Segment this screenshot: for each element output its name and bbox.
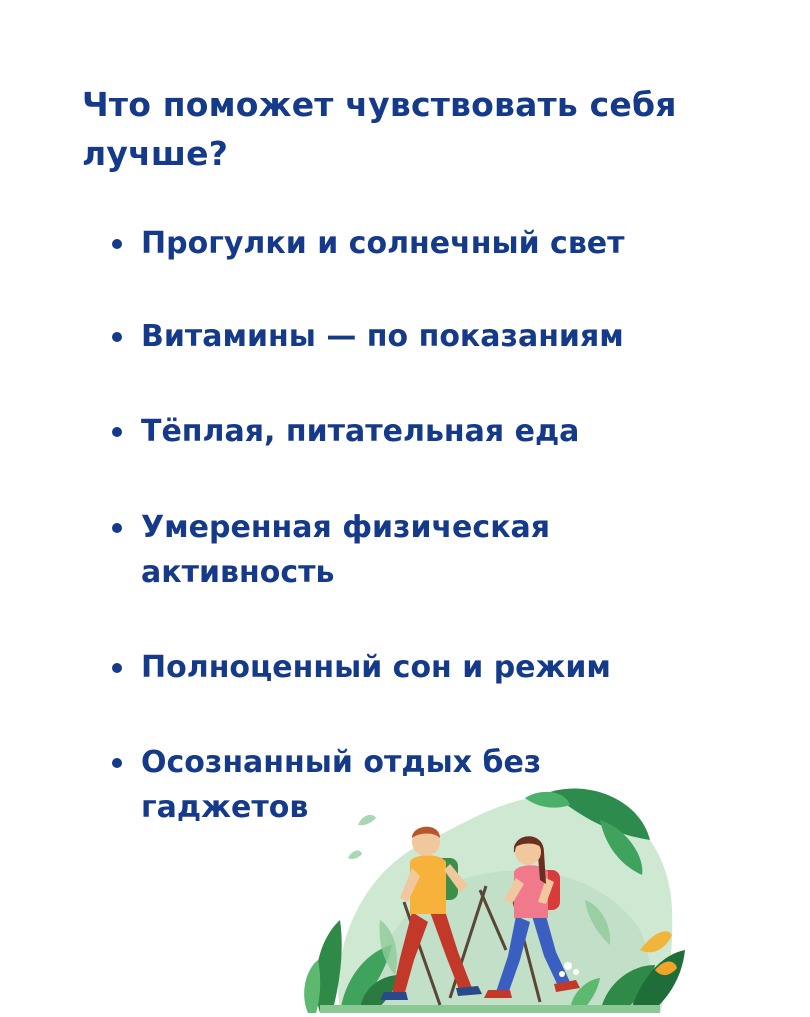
leaf	[316, 920, 342, 1013]
leaf	[358, 815, 376, 825]
bullet-icon	[112, 758, 122, 768]
ground	[320, 1005, 660, 1013]
list-item	[112, 505, 712, 595]
list-item-text: Тёплая, питательная еда	[141, 414, 580, 449]
list-item-text: Осознанный отдых без гаджетов	[141, 745, 542, 825]
list-item	[112, 645, 712, 690]
list-item-text: Полноценный сон и режим	[141, 650, 611, 685]
hikers-icon	[300, 780, 690, 1013]
bullet-icon	[112, 663, 122, 673]
bullet-icon	[112, 239, 122, 249]
bullet-icon	[112, 427, 122, 437]
page-title: Что поможет чувствовать себя лучше?	[82, 85, 677, 173]
bullet-icon	[112, 332, 122, 342]
list-item-text: Витамины — по показаниям	[141, 319, 624, 354]
flower	[573, 969, 579, 975]
hikers-illustration	[300, 780, 690, 1013]
list-item	[112, 221, 712, 266]
leaf	[348, 851, 362, 859]
list-item-text: Прогулки и солнечный свет	[141, 226, 625, 261]
bullet-icon	[112, 523, 122, 533]
flower	[559, 971, 565, 977]
list-item	[112, 314, 712, 359]
list-item	[112, 409, 712, 454]
list-item-text: Умеренная физическая активность	[141, 510, 551, 590]
leaf	[304, 960, 320, 1013]
flower	[564, 962, 572, 970]
